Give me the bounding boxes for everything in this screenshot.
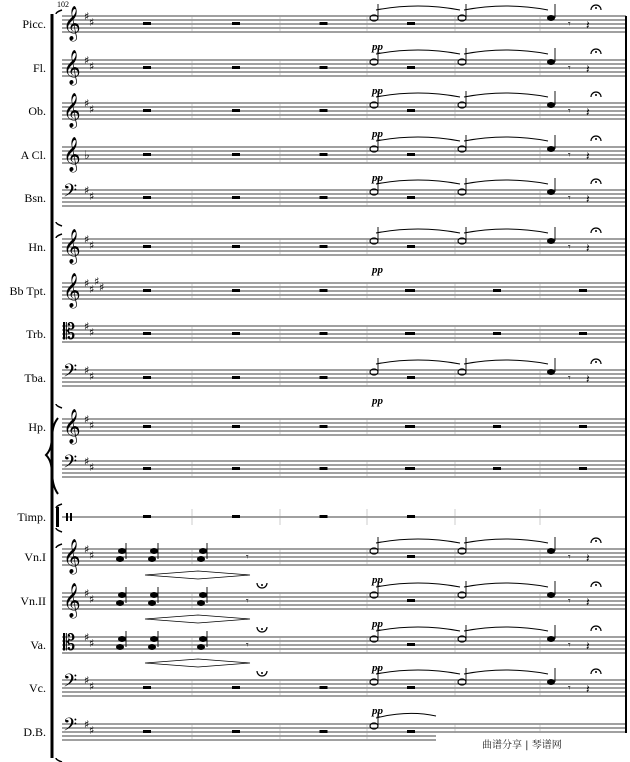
quarter-rest-icon: 𝄽 — [586, 62, 590, 76]
whole-rest — [407, 730, 415, 733]
sharp-icon: ♯ — [89, 60, 95, 73]
sharp-icon: ♯ — [89, 370, 95, 383]
fermata-dot-icon — [595, 7, 597, 9]
staff-3 — [21, 135, 626, 184]
dynamic-marking: pp — [372, 128, 383, 140]
fermata-dot-icon — [595, 51, 597, 53]
chord-note — [148, 600, 156, 606]
dynamic-marking: pp — [372, 85, 383, 97]
chord-note — [197, 644, 205, 650]
whole-rest — [407, 376, 415, 379]
chord-note — [197, 556, 205, 562]
whole-rest — [320, 332, 328, 335]
fermata-dot-icon — [261, 584, 263, 586]
sharp-icon: ♯ — [89, 419, 95, 432]
eighth-note — [547, 238, 555, 244]
instrument-label: Fl. — [32, 61, 46, 75]
staff-4 — [24, 178, 626, 206]
whole-rest — [232, 289, 240, 292]
dynamic-marking: pp — [372, 172, 383, 184]
bracket-hook-top — [56, 10, 62, 14]
alto-clef-icon: 𝄡 — [63, 320, 76, 345]
whole-rest — [143, 425, 151, 428]
sharp-icon: ♯ — [89, 103, 95, 116]
tie — [376, 627, 460, 631]
fermata-dot-icon — [595, 181, 597, 183]
bass-clef-icon: 𝄢 — [63, 181, 78, 206]
sharp-icon: ♯ — [84, 320, 90, 333]
bracket-hook-bottom — [56, 758, 62, 762]
sharp-icon: ♯ — [89, 549, 95, 562]
eighth-rest-icon: 𝄾 — [246, 640, 249, 651]
fermata-dot-icon — [595, 361, 597, 363]
sharp-icon: ♯ — [84, 543, 90, 556]
hairpin — [145, 659, 250, 667]
quarter-rest-icon: 𝄽 — [586, 551, 590, 565]
whole-rest — [407, 686, 415, 689]
whole-rest — [143, 109, 151, 112]
eighth-note — [547, 679, 555, 685]
staff-2 — [28, 91, 626, 140]
tie — [464, 627, 548, 631]
sharp-icon: ♯ — [89, 16, 95, 29]
whole-rest — [232, 22, 240, 25]
whole-rest — [320, 109, 328, 112]
whole-rest — [320, 515, 328, 518]
quarter-rest-icon: 𝄽 — [586, 241, 590, 255]
fermata-dot-icon — [595, 584, 597, 586]
whole-rest — [407, 643, 415, 646]
staff-9 — [28, 409, 626, 445]
whole-rest — [493, 425, 501, 428]
sharp-icon: ♯ — [89, 283, 95, 296]
sharp-icon: ♯ — [84, 674, 90, 687]
whole-rest — [232, 332, 240, 335]
quarter-rest-icon: 𝄽 — [586, 18, 590, 32]
instrument-label: Va. — [30, 638, 46, 652]
quarter-rest-icon: 𝄽 — [586, 149, 590, 163]
tie — [464, 360, 548, 364]
tie — [376, 670, 460, 674]
whole-rest — [320, 376, 328, 379]
fermata-dot-icon — [595, 540, 597, 542]
instrument-label: Timp. — [17, 510, 46, 524]
tie — [464, 180, 548, 184]
treble-clef-icon: 𝄞 — [63, 137, 81, 172]
whole-rest — [493, 467, 501, 470]
eighth-rest-icon: 𝄾 — [568, 150, 571, 161]
eighth-note — [547, 369, 555, 375]
whole-rest — [493, 332, 501, 335]
treble-clef-icon: 𝄞 — [63, 229, 81, 264]
whole-rest — [143, 196, 151, 199]
whole-rest — [320, 425, 328, 428]
sharp-icon: ♯ — [89, 593, 95, 606]
instrument-label: Tba. — [24, 371, 46, 385]
tie — [376, 360, 460, 364]
tie — [464, 670, 548, 674]
treble-clef-icon: 𝄞 — [63, 273, 81, 308]
quarter-rest-icon: 𝄽 — [586, 192, 590, 206]
quarter-rest-icon: 𝄽 — [586, 372, 590, 386]
chord-note — [197, 600, 205, 606]
sharp-icon: ♯ — [99, 281, 105, 294]
tie — [464, 93, 548, 97]
whole-rest — [232, 730, 240, 733]
chord-note — [116, 556, 124, 562]
whole-rest — [407, 196, 415, 199]
sharp-icon: ♯ — [84, 587, 90, 600]
eighth-note — [547, 636, 555, 642]
whole-rest — [320, 467, 328, 470]
bracket-hook-bottom — [56, 528, 62, 532]
treble-clef-icon: 𝄞 — [63, 93, 81, 128]
staff-10 — [62, 452, 626, 477]
eighth-note — [547, 592, 555, 598]
quarter-rest-icon: 𝄽 — [586, 682, 590, 696]
whole-rest — [320, 22, 328, 25]
sharp-icon: ♯ — [84, 233, 90, 246]
staff-1 — [33, 48, 626, 97]
fermata-dot-icon — [261, 628, 263, 630]
sharp-icon: ♯ — [84, 54, 90, 67]
percussion-clef-icon — [70, 513, 72, 521]
instrument-label: Bb Tpt. — [9, 284, 46, 298]
tie — [376, 137, 460, 141]
chord-note — [150, 636, 158, 642]
whole-rest — [232, 376, 240, 379]
sharp-icon: ♯ — [84, 277, 90, 290]
instrument-label: D.B. — [23, 725, 46, 739]
bass-clef-icon: 𝄢 — [63, 715, 78, 740]
chord-note — [118, 592, 126, 598]
bracket-hook-bottom — [56, 222, 62, 226]
whole-rest — [407, 245, 415, 248]
whole-rest — [143, 515, 151, 518]
tie — [376, 229, 460, 233]
chord-note — [148, 556, 156, 562]
tie — [376, 539, 460, 543]
tie — [376, 713, 436, 718]
fermata-dot-icon — [595, 671, 597, 673]
dynamic-marking: pp — [372, 395, 383, 407]
tie — [376, 50, 460, 54]
whole-rest — [143, 289, 151, 292]
instrument-label: Hp. — [28, 420, 46, 434]
instrument-label: Hn. — [28, 240, 46, 254]
whole-rest — [579, 289, 587, 292]
staff-6 — [10, 273, 626, 309]
instrument-label: Picc. — [22, 17, 46, 31]
staff-13 — [20, 581, 626, 632]
whole-rest — [320, 289, 328, 292]
whole-rest — [407, 66, 415, 69]
watermark — [436, 733, 630, 762]
whole-rest — [407, 109, 415, 112]
fermata-dot-icon — [595, 230, 597, 232]
staff-5 — [28, 227, 626, 276]
eighth-rest-icon: 𝄾 — [568, 640, 571, 651]
sharp-icon: ♯ — [89, 637, 95, 650]
tie — [464, 6, 548, 10]
treble-clef-icon: 𝄞 — [63, 6, 81, 41]
eighth-rest-icon: 𝄾 — [246, 552, 249, 563]
eighth-rest-icon: 𝄾 — [568, 683, 571, 694]
whole-rest — [405, 425, 413, 428]
eighth-rest-icon: 𝄾 — [568, 596, 571, 607]
bass-clef-icon: 𝄢 — [63, 452, 78, 477]
sharp-icon: ♯ — [89, 680, 95, 693]
whole-rest — [320, 153, 328, 156]
tie — [376, 93, 460, 97]
whole-rest — [579, 467, 587, 470]
whole-rest — [407, 515, 415, 518]
whole-rest — [320, 730, 328, 733]
fermata-dot-icon — [595, 628, 597, 630]
eighth-note — [547, 59, 555, 65]
tie — [464, 50, 548, 54]
whole-rest — [232, 686, 240, 689]
instrument-label: Trb. — [26, 327, 46, 341]
timp-bracket — [56, 507, 59, 527]
eighth-rest-icon: 𝄾 — [568, 63, 571, 74]
whole-rest — [232, 196, 240, 199]
chord-note — [148, 644, 156, 650]
fermata-dot-icon — [261, 672, 263, 674]
tie — [464, 539, 548, 543]
bracket-hook-top — [56, 544, 62, 548]
whole-rest — [407, 555, 415, 558]
staff-12 — [24, 537, 626, 588]
dynamic-marking: pp — [372, 264, 383, 276]
staff-7 — [26, 320, 626, 345]
sharp-icon: ♯ — [89, 190, 95, 203]
staff-0 — [22, 4, 626, 53]
instrument-label: Vn.II — [20, 594, 46, 608]
dynamic-marking: pp — [372, 662, 383, 674]
whole-rest — [232, 467, 240, 470]
tie — [464, 229, 548, 233]
instrument-label: A Cl. — [20, 148, 46, 162]
sharp-icon: ♯ — [84, 413, 90, 426]
whole-rest — [143, 66, 151, 69]
sharp-icon: ♯ — [89, 724, 95, 737]
alto-clef-icon: 𝄡 — [63, 631, 76, 656]
dynamic-marking: pp — [372, 618, 383, 630]
whole-rest — [143, 686, 151, 689]
bracket-hook-top — [56, 234, 62, 238]
sharp-icon: ♯ — [84, 97, 90, 110]
staves — [10, 4, 626, 740]
whole-rest — [143, 376, 151, 379]
sharp-icon: ♯ — [84, 364, 90, 377]
sharp-icon: ♯ — [84, 10, 90, 23]
eighth-rest-icon: 𝄾 — [568, 193, 571, 204]
staff-8 — [24, 358, 626, 407]
fermata-dot-icon — [595, 138, 597, 140]
whole-rest — [405, 289, 413, 292]
chord-note — [150, 548, 158, 554]
whole-rest — [232, 515, 240, 518]
treble-clef-icon: 𝄞 — [63, 50, 81, 85]
tie — [376, 180, 460, 184]
chord-note — [118, 636, 126, 642]
whole-rest — [320, 66, 328, 69]
instrument-label: Vc. — [29, 681, 46, 695]
percussion-clef-icon — [66, 513, 68, 521]
eighth-rest-icon: 𝄾 — [568, 552, 571, 563]
eighth-note — [547, 102, 555, 108]
whole-rest — [232, 109, 240, 112]
chord-note — [199, 636, 207, 642]
chord-note — [116, 600, 124, 606]
staff-11 — [17, 507, 626, 527]
whole-rest — [320, 245, 328, 248]
whole-rest — [579, 332, 587, 335]
eighth-note — [547, 548, 555, 554]
whole-rest — [320, 196, 328, 199]
sharp-icon: ♯ — [84, 455, 90, 468]
whole-rest — [143, 153, 151, 156]
dynamic-marking: pp — [372, 574, 383, 586]
whole-rest — [405, 332, 413, 335]
eighth-rest-icon: 𝄾 — [568, 242, 571, 253]
measure-number: 102 — [57, 0, 69, 9]
chord-note — [150, 592, 158, 598]
whole-rest — [143, 730, 151, 733]
bracket-hook-bottom — [56, 404, 62, 408]
chord-note — [199, 592, 207, 598]
whole-rest — [232, 245, 240, 248]
hairpin — [145, 571, 250, 579]
tie — [376, 6, 460, 10]
whole-rest — [407, 153, 415, 156]
whole-rest — [579, 425, 587, 428]
whole-rest — [143, 332, 151, 335]
whole-rest — [493, 289, 501, 292]
whole-rest — [407, 599, 415, 602]
eighth-note — [547, 15, 555, 21]
eighth-rest-icon: 𝄾 — [568, 373, 571, 384]
bass-clef-icon: 𝄢 — [63, 671, 78, 696]
eighth-rest-icon: 𝄾 — [568, 19, 571, 30]
eighth-rest-icon: 𝄾 — [568, 106, 571, 117]
chord-note — [118, 548, 126, 554]
whole-rest — [143, 22, 151, 25]
sharp-icon: ♯ — [89, 239, 95, 252]
instrument-label: Vn.I — [24, 550, 46, 564]
eighth-note — [547, 146, 555, 152]
whole-rest — [407, 22, 415, 25]
instrument-label: Bsn. — [24, 191, 46, 205]
whole-rest — [405, 467, 413, 470]
tie — [376, 583, 460, 587]
staff-14 — [30, 625, 626, 676]
dynamic-marking: pp — [372, 41, 383, 53]
dynamic-marking: pp — [372, 705, 383, 717]
whole-rest — [232, 66, 240, 69]
flat-icon: ♭ — [84, 148, 90, 162]
chord-note — [199, 548, 207, 554]
tie — [464, 137, 548, 141]
watermark-text: 曲谱分享 | 琴谱网 — [482, 740, 562, 751]
quarter-rest-icon: 𝄽 — [586, 105, 590, 119]
staff-15 — [29, 668, 626, 717]
sharp-icon: ♯ — [89, 461, 95, 474]
sharp-icon: ♯ — [84, 631, 90, 644]
hairpin — [145, 615, 250, 623]
eighth-note — [547, 189, 555, 195]
whole-rest — [320, 686, 328, 689]
whole-rest — [232, 153, 240, 156]
whole-rest — [143, 245, 151, 248]
quarter-rest-icon: 𝄽 — [586, 595, 590, 609]
bass-clef-icon: 𝄢 — [63, 361, 78, 386]
treble-clef-icon: 𝄞 — [63, 539, 81, 574]
treble-clef-icon: 𝄞 — [63, 583, 81, 618]
sharp-icon: ♯ — [94, 275, 100, 288]
whole-rest — [143, 467, 151, 470]
eighth-rest-icon: 𝄾 — [246, 596, 249, 607]
instrument-label: Ob. — [28, 104, 46, 118]
sharp-icon: ♯ — [84, 184, 90, 197]
whole-rest — [232, 425, 240, 428]
quarter-rest-icon: 𝄽 — [586, 639, 590, 653]
treble-clef-icon: 𝄞 — [63, 409, 81, 444]
fermata-dot-icon — [595, 94, 597, 96]
chord-note — [116, 644, 124, 650]
sharp-icon: ♯ — [89, 326, 95, 339]
tie — [464, 583, 548, 587]
sharp-icon: ♯ — [84, 718, 90, 731]
